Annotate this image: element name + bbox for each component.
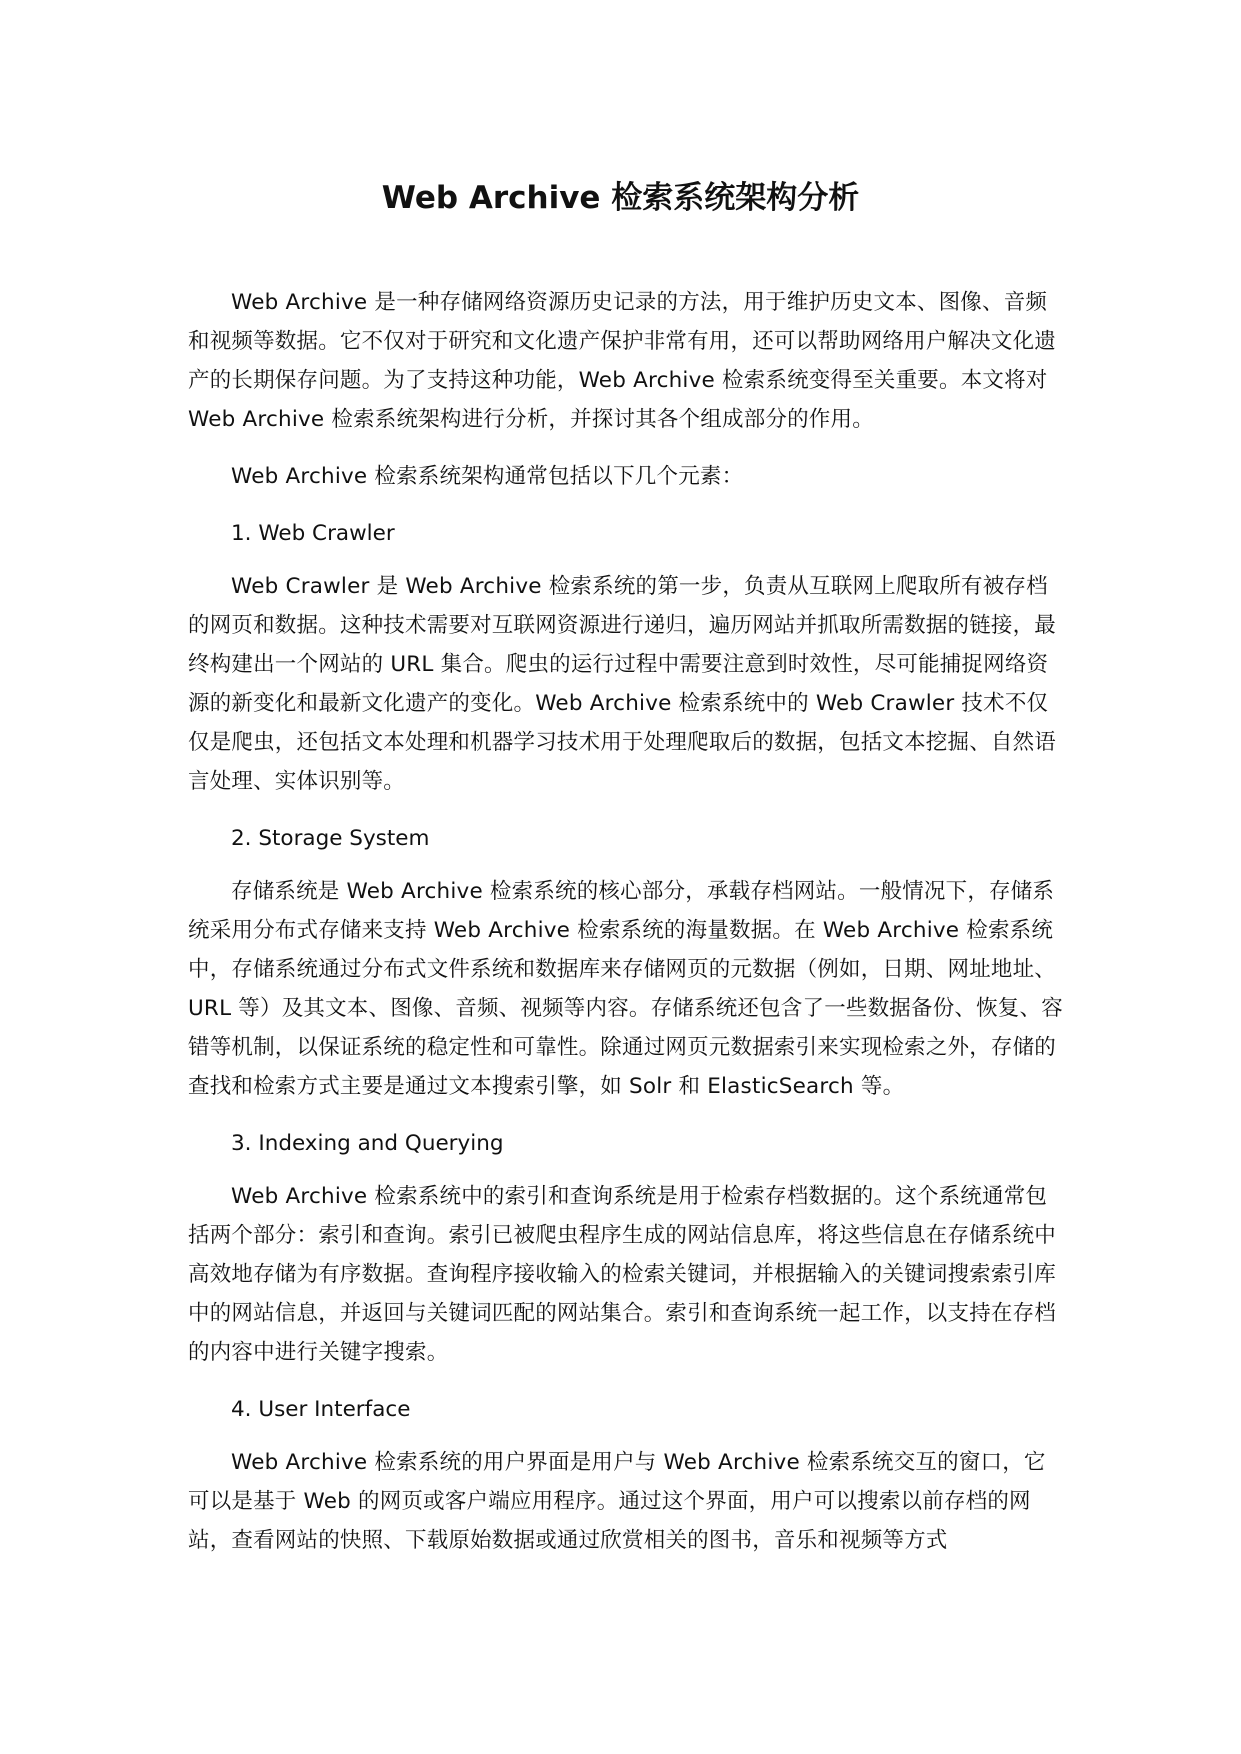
document-title: Web Archive 检索系统架构分析 bbox=[381, 180, 860, 216]
section-heading-web-crawler: 1. Web Crawler bbox=[231, 521, 395, 546]
section-heading-indexing-querying: 3. Indexing and Querying bbox=[231, 1131, 504, 1156]
document-body bbox=[188, 283, 1066, 1578]
paragraph-user-interface: Web Archive 检索系统的用户界面是用户与 Web Archive 检索系统交互的窗口，它可以是基于 Web 的网页或客户端应用程序。通过这个界面，用户可以搜索以前存档的网站，查看网站的快照、下载原始数据或通过欣赏相关的图书，音乐和视频等方式 bbox=[188, 1450, 1046, 1553]
paragraph-storage-system: 存储系统是 Web Archive 检索系统的核心部分，承载存档网站。一般情况下，存储系统采用分布式存储来支持 Web Archive 检索系统的海量数据。在 Web Archive 检索系统中，存储系统通过分布式文件系统和数据库来存储网页的元数据（例如，日期、网址地址、URL 等）及其文本、图像、音频、视频等内容。存储系统还包含了一些数据备份、恢复、容错等机制，以保证系统的稳定性和可靠性。除通过网页元数据索引来实现检索之外，存储的查找和检索方式主要是通过文本搜索引擎，如 Solr 和 ElasticSearch 等。 bbox=[188, 879, 1063, 1099]
section-heading-user-interface: 4. User Interface bbox=[231, 1397, 411, 1422]
paragraph-elements-lead: Web Archive 检索系统架构通常包括以下几个元素： bbox=[231, 464, 744, 489]
paragraph-indexing-querying: Web Archive 检索系统中的索引和查询系统是用于检索存档数据的。这个系统通常包括两个部分：索引和查询。索引已被爬虫程序生成的网站信息库，将这些信息在存储系统中高效地存储为有序数据。查询程序接收输入的检索关键词，并根据输入的关键词搜索索引库中的网站信息，并返回与关键词匹配的网站集合。索引和查询系统一起工作，以支持在存档的内容中进行关键字搜索。 bbox=[188, 1184, 1057, 1365]
paragraph-web-crawler: Web Crawler 是 Web Archive 检索系统的第一步，负责从互联网上爬取所有被存档的网页和数据。这种技术需要对互联网资源进行递归，遍历网站并抓取所需数据的链接，最终构建出一个网站的 URL 集合。爬虫的运行过程中需要注意到时效性，尽可能捕捉网络资源的新变化和最新文化遗产的变化。Web Archive 检索系统中的 Web Crawler 技术不仅仅是爬虫，还包括文本处理和机器学习技术用于处理爬取后的数据，包括文本挖掘、自然语言处理、实体识别等。 bbox=[188, 574, 1057, 794]
paragraph-intro: Web Archive 是一种存储网络资源历史记录的方法，用于维护历史文本、图像、音频和视频等数据。它不仅对于研究和文化遗产保护非常有用，还可以帮助网络用户解决文化遗产的长期保存问题。为了支持这种功能，Web Archive 检索系统变得至关重要。本文将对 Web Archive 检索系统架构进行分析，并探讨其各个组成部分的作用。 bbox=[188, 290, 1057, 432]
section-heading-storage-system: 2. Storage System bbox=[231, 826, 430, 851]
